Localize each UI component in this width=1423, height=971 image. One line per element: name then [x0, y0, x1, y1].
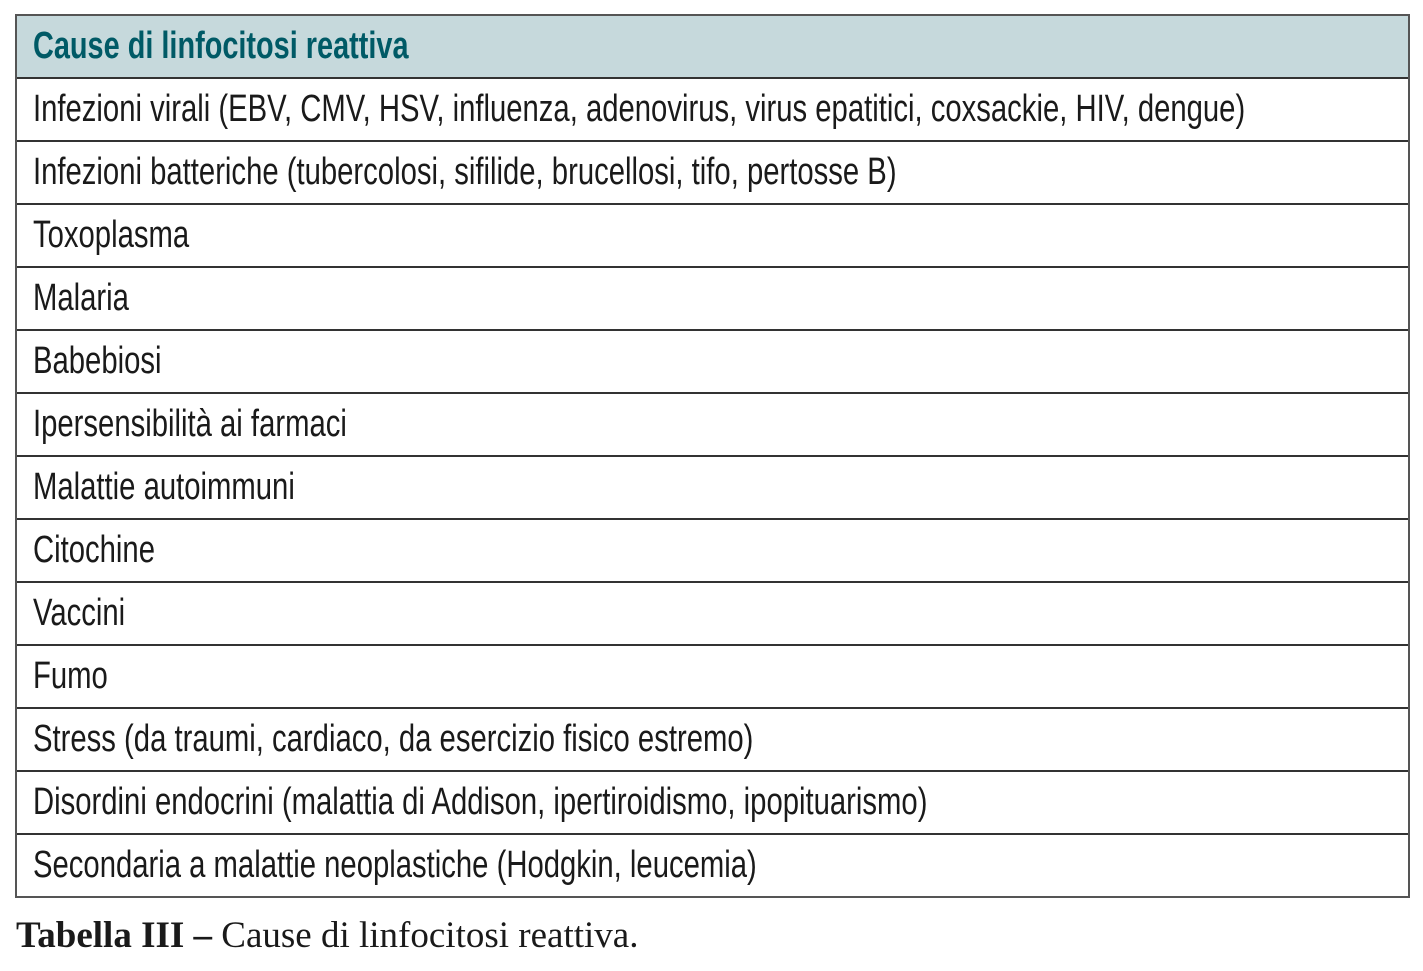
table-row — [17, 329, 1408, 392]
table-cell: Secondaria a malattie neoplastiche (Hodgkin, leucemia) — [33, 844, 757, 886]
table-cell: Fumo — [33, 655, 108, 697]
table-row — [17, 203, 1408, 266]
table-row — [17, 644, 1408, 707]
table-row — [17, 266, 1408, 329]
table-header — [17, 16, 1408, 77]
table-cell: Citochine — [33, 529, 155, 571]
table-row — [17, 581, 1408, 644]
table-row — [17, 77, 1408, 140]
caption-label: Tabella III – — [16, 915, 213, 956]
table-cell: Disordini endocrini (malattia di Addison, ipertiroidismo, ipopituarismo) — [33, 781, 928, 823]
table-row — [17, 455, 1408, 518]
table-row — [17, 392, 1408, 455]
table-cell: Malattie autoimmuni — [33, 466, 295, 508]
table-cell: Babebiosi — [33, 340, 162, 382]
table-row — [17, 770, 1408, 833]
table-cell: Malaria — [33, 277, 129, 319]
causes-table — [15, 14, 1410, 898]
table-cell: Toxoplasma — [33, 214, 190, 256]
table-cell: Vaccini — [33, 592, 126, 634]
table-cell: Infezioni batteriche (tubercolosi, sifilide, brucellosi, tifo, pertosse B) — [33, 151, 897, 193]
table-caption — [16, 914, 638, 957]
table-row — [17, 518, 1408, 581]
caption-text: Cause di linfocitosi reattiva. — [221, 915, 639, 956]
table-header-title: Cause di linfocitosi reattiva — [33, 25, 409, 67]
table-cell: Ipersensibilità ai farmaci — [33, 403, 347, 445]
table-cell: Stress (da traumi, cardiaco, da esercizio fisico estremo) — [33, 718, 754, 760]
table-row — [17, 833, 1408, 896]
table-row — [17, 707, 1408, 770]
table-row — [17, 140, 1408, 203]
table-cell: Infezioni virali (EBV, CMV, HSV, influenza, adenovirus, virus epatitici, coxsackie, HIV, dengue) — [33, 88, 1246, 130]
